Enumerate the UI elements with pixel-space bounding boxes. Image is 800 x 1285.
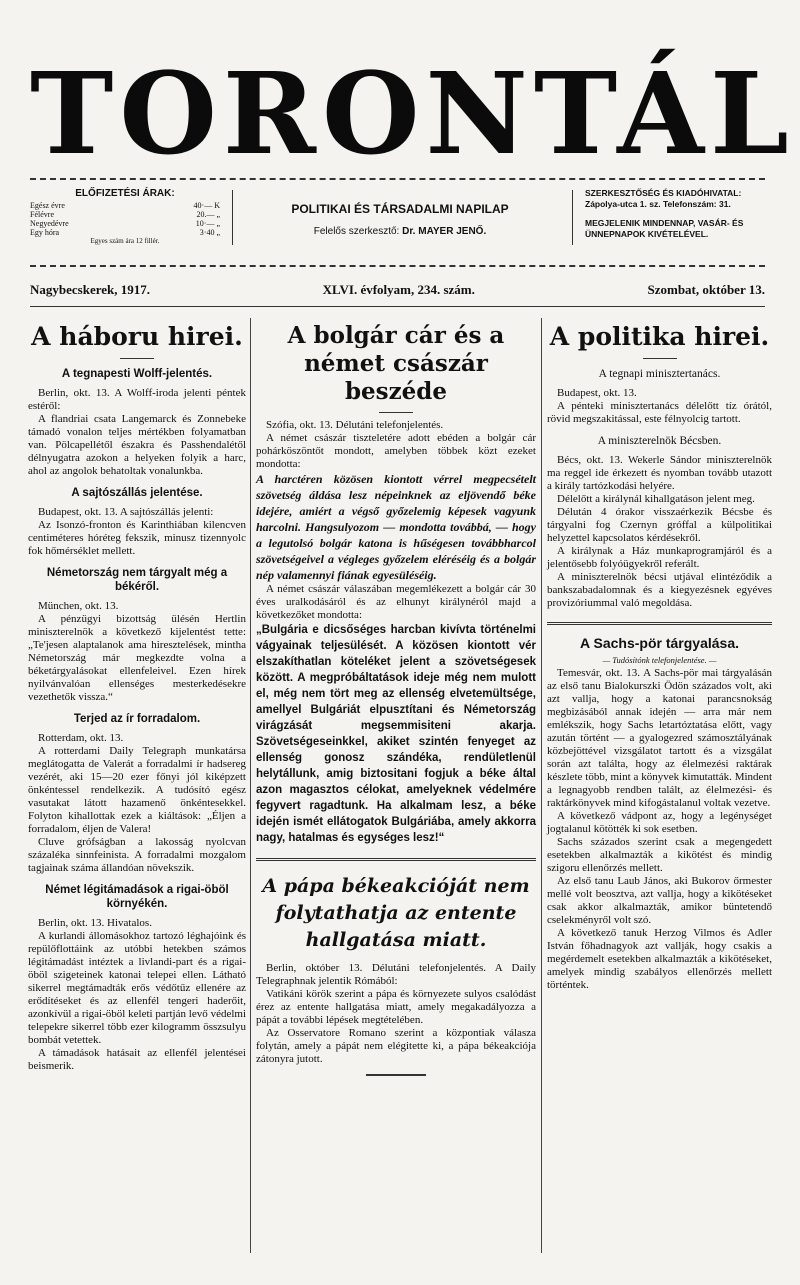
single-copy-price: Egyes szám ára 12 fillér. [90, 237, 160, 245]
section-title: A háboru hirei. [31, 322, 243, 351]
masthead-title: TORONTÁL [30, 49, 795, 180]
article-title: Terjed az ír forradalom. [73, 713, 201, 725]
issue-number: XLVI. évfolyam, 234. szám. [322, 282, 475, 297]
column-politics: A politika hirei. A tegnapi minisztertanács. Budapest, okt. 13. A pénteki minisztertanács délelőtt tíz órától, rövid megszakitással, este félnyolcig tartott. A miniszterelnök Bécsben. Bécs, okt. 13. Wekerle Sándor miniszterelnök ma reggel ide érkezett és nyomban tovább utazott a király tartózkodási helyére. Délelőtt a királynál kihallgatáson jelent meg. Délután 4 órakor visszaérkezik Bécsbe és tárgyalni fog Czernyn gróffal a külpolitikai helyzettel kapcsolatos kérdésekről. A királynak a Ház munkaprogramjáról és a jelentősebb folyóügyekről referált. A miniszterelnök bécsi utjával elintéződik a bankszabadalomnak és a kiegyezésnek egyéves provizóriummal való megoldása. A Sachs-pör tárgyalása. — Tudósítónk telefonjelentése. — Temesvár, okt. 13. A Sachs-pör mai tárgyalásán az első tanu Bialokurszki Ödön százados volt, aki azt vallja, hogy a katonai parancsnokság megbizásából annak idején — arra már nem emlékszik, hogy Sachs letartóztatása előtt, vagy azután történt — a gyalogezred számosztályának közbejöttével vizsgálatot tartott és a vizsgálat során azt találta, hogy az élelmezési raktárak készlete több, mint a könyvek kimutatták. Mindent a legnagyobb rendben talált, az élelmezési- és raktárkönyvek mind kifogástalanul voltak vezetve. A következő vádpont az, hogy a legénységet jogtalanul kötötték ki sok esetben. Sachs százados szerint csak a megengedett esetekben alkalmazták a kikötést és mindig szigoru ellenőrzés mellett. Az első tanu Laub János, aki Bukorov őrmester mellé volt beosztva, azt vallja, hogy a kikötéseket csak akkor alkalmazták, amikor büntetendő cselekményről volt szó. A következő tanuk Herzog Vilmos és Adler István főhadnagyok azt vallják, hogy csakis a megérdemelt esetekben alkalmazták a kikötéseket, amelyek mindig szabályos ellenőrzés mellett történtek. [547, 322, 772, 991]
header-divider [572, 190, 573, 245]
section-title: A politika hirei. [549, 322, 770, 351]
pope-article-title: A pápa békeakcióját nem folytathatja az entente hallgatása miatt. [262, 875, 530, 951]
article-title: A tegnapesti Wolff-jelentés. [61, 368, 213, 380]
price-row: Egy hóra 3·40 „ [30, 228, 220, 237]
office-info: SZERKESZTŐSÉG ÉS KIADÓHIVATAL: Zápolya-utca 1. sz. Telefonszám: 31. MEGJELENIK MINDENNAP, VASÁR- ÉS ÜNNEPNAPOK KIVÉTELÉVEL. [585, 188, 744, 239]
masthead-rule [30, 178, 765, 180]
column-bulgarian-speech: A bolgár cár és a német császár beszéde Szófia, okt. 13. Délutáni telefonjelentés. A német császár tiszteletére adott ebéden a bolgár cár pohárköszöntőt mondott, amelyben többek közt ezeket mondotta: A harctéren közösen kiontott vérrel megpecsételt szövetség áldása lesz népeinknek az eljövendő béke idejére, amiért a végső győzelemig képesek vagyunk harcolni. Hangsulyozom — mondotta továbbá, — hogy a legutolsó bolgár katona is hűségesen továbbharcol szövetségeivel a végleges győzelem eléréséig és a bolgár nép valamennyi fiának egyesüléséig. A német császár válaszában megemlékezett a bolgár cár 30 éves uralkodásáról és az elhunyt királynéról majd a következőket mondotta: „Bulgária e dicsőséges harcban kivívta történelmi vágyainak teljesülését. A közösen kiontott vér elszakíthatlan köteléket jelent a szövetségesek között. A megpróbáltatások ideje még nem mulott el, még nem tört meg az ellenség elvetemültsége, amellyel Bulgáriát elpusztítani és Németország virágzását megsemmisiteni akarja. Szövetségeseinkkel, akiket szintén fenyeget az ellenség gonosz szándéka, rendületlenül helytállunk, amig biztositani fogjuk a béke által azon magasztos célokat, amelyeknek védelmére fegyvert ragadtunk. Ha alkalmam lesz, a béke idején ismét ellátogatok Bulgáriába, amely akkorra nagy, hatalmas és egységes lesz!“ A pápa békeakcióját nem folytathatja az entente hallgatása miatt. Berlin, október 13. Délutáni telefonjelentés. A Daily Telegraphnak jelentik Rómából: Vatikáni körök szerint a pápa és környezete sulyos csalódást érez az entente hallgatása miatt, amely megakadályozza a pápát a további lépések megtételében. Az Osservatore Romano szerint a központiak válasza folytán, amely a pápát nem elégitette ki, a pápa békeakciója zátonyra jutott. [256, 322, 536, 1084]
article-subtitle: — Tudósítónk telefonjelentése. — [602, 655, 717, 665]
article-title: Németország nem tárgyalt még a békéről. [46, 567, 228, 593]
article-title: A Sachs-pör tárgyalása. [580, 635, 739, 651]
price-row: Negyedévre 10·— „ [30, 219, 220, 228]
article-title: A sajtószállás jelentése. [71, 487, 203, 499]
article-title: Német légitámadások a rigai-öböl környékén. [45, 884, 229, 910]
subtitle-text: POLITIKAI ÉS TÁRSADALMI NAPILAP [291, 202, 509, 216]
dateline-rule [30, 306, 765, 307]
newspaper-subtitle [240, 188, 560, 237]
dateline [30, 282, 765, 298]
tsar-quote: A harctéren közösen kiontott vérrel megpecsételt szövetség áldása lesz népeinknek az eljövendő béke idejére, amiért a végső győzelemig képesek vagyunk harcolni. Hangsulyozom — mondotta továbbá, — hogy a legutolsó bolgár katona is hűségesen továbbharcol szövetségeivel a végleges győzelem eléréséig és a bolgár nép valamennyi fiának egyesüléséig. [256, 472, 536, 582]
subscription-prices [30, 188, 220, 245]
price-row: Egész évre 40·— K [30, 201, 220, 210]
column-divider [541, 318, 542, 1253]
header-divider [232, 190, 233, 245]
kaiser-quote: „Bulgária e dicsőséges harcban kivívta történelmi vágyainak teljesülését. A közösen kiontott vér elszakíthatlan köteléket jelent a szövetségesek között. A megpróbáltatások ideje még nem mulott el, még nem tört meg az ellenség elvetemültsége, amellyel Bulgáriát elpusztítani és Németország virágzását megsemmisiteni akarja. Szövetségeseinkkel, akiket szintén fenyeget az ellenség gonosz szándéka, rendületlenül helytállunk, amig biztositani fogjuk a béke által azon magasztos célokat, amelyeknek védelmére fegyvert ragadtunk. Ha alkalmam lesz, a béke idején ismét ellátogatok Bulgáriába, amely akkorra nagy, hatalmas és egységes lesz!“ [256, 624, 536, 844]
section-title: A bolgár cár és a német császár beszéde [287, 322, 505, 405]
price-row: Félévre 20.— „ [30, 210, 220, 219]
header-bottom-rule [30, 265, 765, 267]
article-title: A tegnapi minisztertanács. [598, 368, 721, 380]
issue-date: Szombat, október 13. [647, 282, 765, 297]
place-year: Nagybecskerek, 1917. [30, 282, 151, 297]
column-war-news: A háboru hirei. A tegnapesti Wolff-jelentés. Berlin, okt. 13. A Wolff-iroda jelenti péntek estéről: A flandriai csata Langemarck és Zonnebeke támadó vonalon teljes mértékben folyamatban van. Pölcapellétől északra és Passhendalétől délnyugatra azokon a helyeken folyik a harc, ahol az angolok behatoltak vonalunkba. A sajtószállás jelentése. Budapest, okt. 13. A sajtószállás jelenti: Az Isonzó-fronton és Karinthiában kilencven centiméteres hóréteg fekszik, minusz tizennyolc fok hőmérséklet mellett. Németország nem tárgyalt még a békéről. München, okt. 13. A pénzügyi bizottság ülésén Hertlin miniszterelnök a következő kijelentést tette: „Te'jesen alaptalanok ama hiresztelések, mintha Németország már megkezdte volna a béketárgyalásokat ellenfeleivel. Ezen hírek nyilvánvalóan ellenséges mesterkedésekre vezethetők vissza.“ Terjed az ír forradalom. Rotterdam, okt. 13. A rotterdami Daily Telegraph munkatársa meglátogatta de Valerát a forradalmi ír hadsereg vezérét, aki 15—20 ezer főnyi jól kiképzett önkéntessel rendelkezik. A tudósító egész vasutakat látott hazamenő önkéntesekkel. Folyton kihallottak ezek a kiáltások: „Éljen a forradalom, éljen de Valera! Cluve grófságban a lakosság nyolcvan százaléka sinnfeinista. A forradalmi mozgalom tagjainak száma állandóan növekszik. Német légitámadások a rigai-öböl környékén. Berlin, okt. 13. Hivatalos. A kurlandi állomásokhoz tartozó léghajóink és repülőflottáink az utóbbi hetekben számos légitámadást intéztek a livlandi-part és a rigai-öböl szigeteinek katonai telepei ellen. Látható sikerrel megtámadták erős védőtűz ellenére az erődítéseket és az ellenfél tengeri haderőit, azonkívül a rigai-öböl keleti partján levő védelmi telepekre sikerrel több ezer kilogramm összsulyu bombát vetettek. A támadások hatásait az ellenfél jelentései beismerik. [28, 322, 246, 1072]
article-title: A miniszterelnök Bécsben. [597, 435, 722, 447]
prices-header: ELŐFIZETÉSI ÁRAK: [75, 188, 175, 199]
column-divider [250, 318, 251, 1253]
editor-line: Felelős szerkesztő: Dr. MAYER JENŐ. [313, 226, 487, 237]
